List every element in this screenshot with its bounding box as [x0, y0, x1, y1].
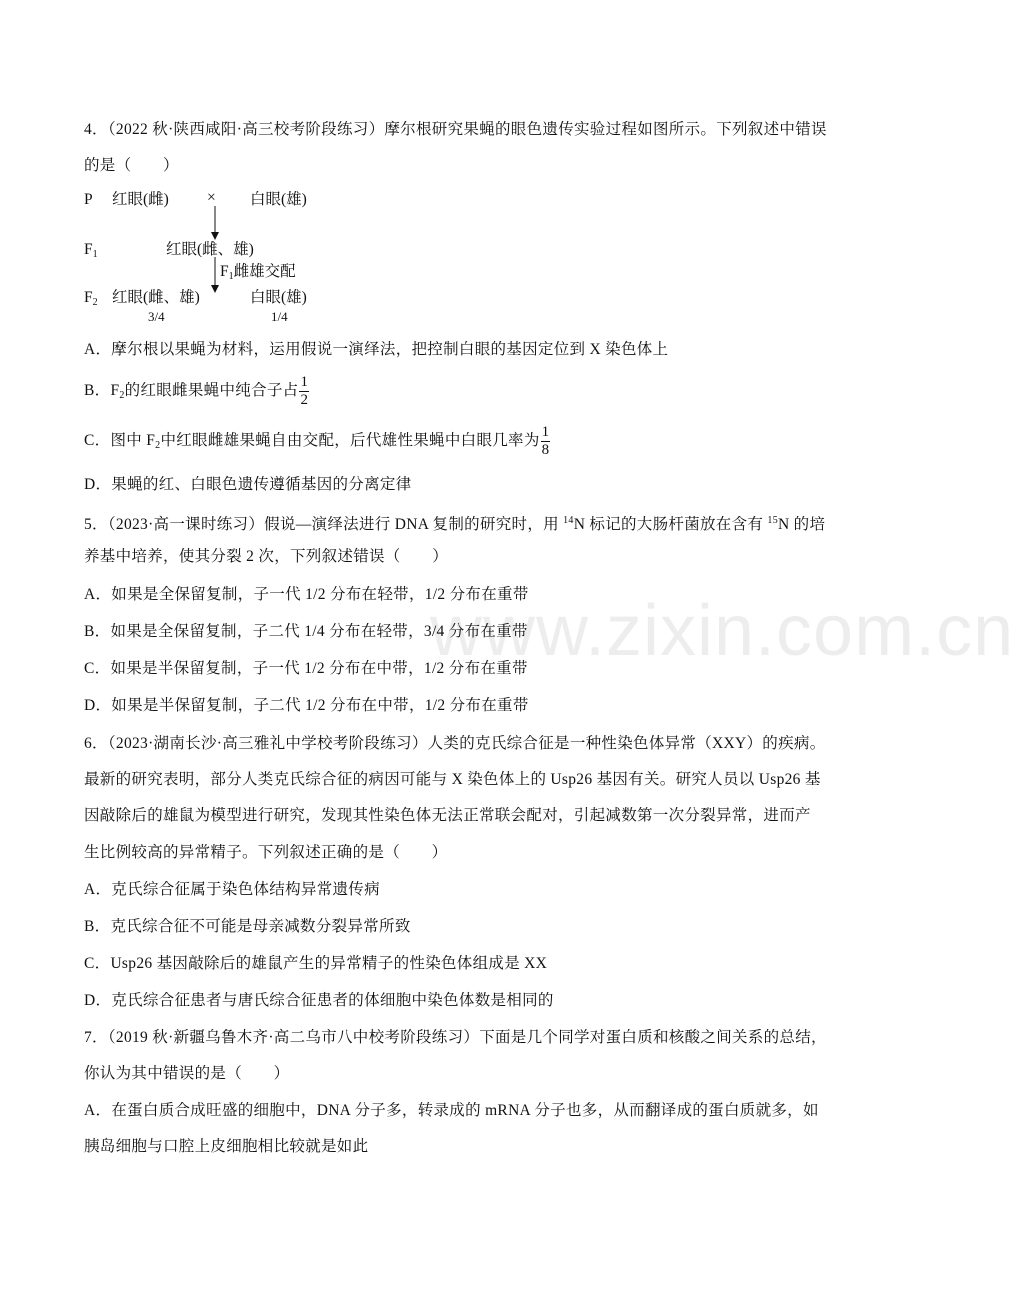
q5-option-c: C．如果是半保留复制，子一代 1/2 分布在中带，1/2 分布在重带	[84, 660, 528, 677]
q4-option-b: B．$F_2$的红眼雌果蝇中纯合子占 $\frac{1}{2}$	[84, 374, 309, 408]
f2-red-eye: 红眼(雌、雄)	[112, 289, 200, 306]
q6-option-a: A．克氏综合征属于染色体结构异常遗传病	[84, 881, 380, 898]
watermark: www.zixin.com.cn	[430, 591, 1014, 671]
q5-stem-line2: 养基中培养，使其分裂 2 次，下列叙述错误（ ）	[84, 548, 449, 565]
f2-white-ratio: 1/4	[271, 309, 288, 324]
q5-option-d: D．如果是半保留复制，子二代 1/2 分布在中带，1/2 分布在重带	[84, 697, 529, 714]
q5-option-a: A．如果是全保留复制，子一代 1/2 分布在轻带，1/2 分布在重带	[84, 586, 529, 603]
f1-mating-note: $F_1$雌雄交配	[220, 263, 296, 282]
q6-option-b: B．克氏综合征不可能是母亲减数分裂异常所致	[84, 918, 411, 935]
p-female-phenotype: 红眼(雌)	[112, 191, 169, 208]
q4-option-d: D．果蝇的红、白眼色遗传遵循基因的分离定律	[84, 476, 412, 493]
q7-stem-line2: 你认为其中错误的是（ ）	[84, 1065, 290, 1082]
cross-symbol: ×	[207, 189, 216, 206]
q6-option-d: D．克氏综合征患者与唐氏综合征患者的体细胞中染色体数是相同的	[84, 992, 554, 1009]
f1-offspring: 红眼(雌、雄)	[166, 241, 254, 258]
q6-stem-line3: 因敲除后的雄鼠为模型进行研究，发现其性染色体无法正常联会配对，引起减数第一次分裂异常，进而产	[84, 807, 811, 824]
q6-stem-line2: 最新的研究表明，部分人类克氏综合征的病因可能与 X 染色体上的 Usp26 基因有关。研究人员以 Usp26 基	[84, 771, 821, 788]
fraction-one-eighth: $\frac{1}{8}$	[541, 424, 550, 458]
q5-option-b: B．如果是全保留复制，子二代 1/4 分布在轻带，3/4 分布在重带	[84, 623, 528, 640]
f1-generation-label: $F_1$	[84, 241, 98, 260]
q4-option-a: A．摩尔根以果蝇为材料，运用假说一演绎法，把控制白眼的基因定位到 X 染色体上	[84, 341, 669, 358]
p-generation-label: P	[84, 191, 93, 208]
q6-stem-line1: 6．（2023·湖南长沙·高三雅礼中学校考阶段练习）人类的克氏综合征是一种性染色体异常（XXY）的疾病。	[84, 735, 826, 752]
f2-white-eye: 白眼(雄)	[250, 289, 307, 306]
arrow-p-to-f1	[208, 206, 222, 240]
q7-option-a-line1: A．在蛋白质合成旺盛的细胞中，DNA 分子多，转录成的 mRNA 分子也多，从而翻译成的蛋白质就多，如	[84, 1102, 819, 1119]
q6-option-c: C．Usp26 基因敲除后的雄鼠产生的异常精子的性染色体组成是 XX	[84, 955, 548, 972]
q6-stem-line4: 生比例较高的异常精子。下列叙述正确的是（ ）	[84, 844, 448, 861]
q7-stem-line1: 7．（2019 秋·新疆乌鲁木齐·高二乌市八中校考阶段练习）下面是几个同学对蛋白质和核酸之间关系的总结，	[84, 1029, 827, 1046]
p-male-phenotype: 白眼(雄)	[250, 191, 307, 208]
q4-stem-line1: 4．（2022 秋·陕西咸阳·高三校考阶段练习）摩尔根研究果蝇的眼色遗传实验过程如图所示。下列叙述中错误	[84, 121, 827, 138]
q5-stem-line1: 5．（2023·高一课时练习）假说—演绎法进行 DNA 复制的研究时，用 $^{14}$N 标记的大肠杆菌放在含有 $^{15}$N 的培	[84, 515, 826, 533]
f2-red-ratio: 3/4	[148, 309, 165, 324]
f2-generation-label: $F_2$	[84, 289, 98, 308]
q4-stem-line2: 的是（ ）	[84, 157, 179, 174]
q4-option-c: C．图中 $F_2$中红眼雌雄果蝇自由交配，后代雄性果蝇中白眼几率为 $\frac{1}{8}$	[84, 424, 550, 458]
q7-option-a-line2: 胰岛细胞与口腔上皮细胞相比较就是如此	[84, 1138, 369, 1155]
fraction-one-half: $\frac{1}{2}$	[300, 374, 309, 408]
